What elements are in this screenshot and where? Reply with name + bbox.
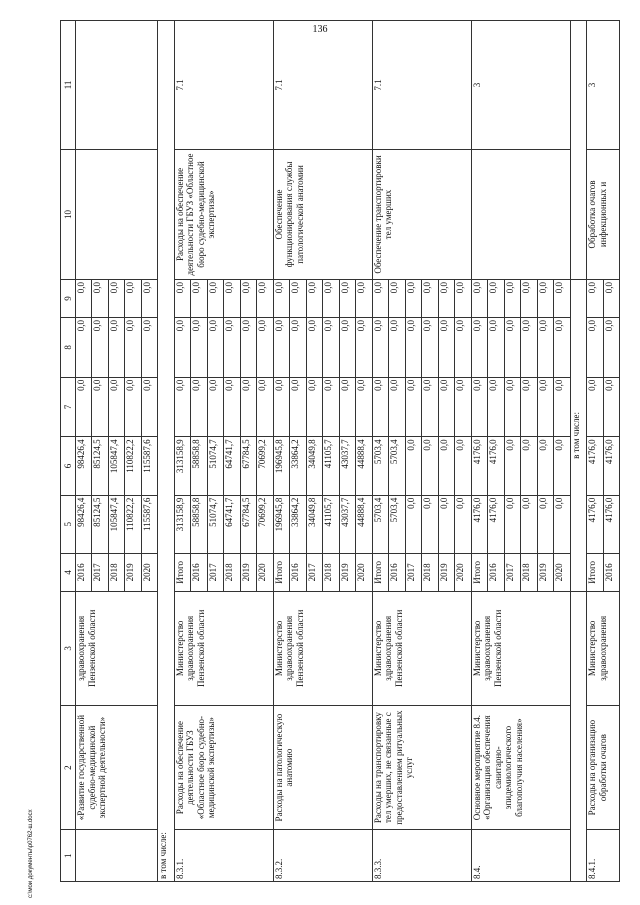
executor-cell: Министерство здравоохранения Пензенской области (372, 591, 471, 705)
year-cell: 2019 (438, 553, 454, 591)
amount-cell: 0,0 (339, 318, 355, 378)
amount-cell: 0,0 (554, 318, 570, 378)
table-row (471, 21, 487, 882)
year-cell: 2016 (603, 553, 620, 591)
amount-cell: 4176,0 (471, 495, 487, 553)
year-cell: 2018 (108, 553, 124, 591)
amount-cell: 4176,0 (488, 495, 504, 553)
executor-cell: Министерство здравоохранения Пензенской области (471, 591, 570, 705)
amount-cell: 0,0 (240, 377, 256, 437)
amount-cell: 0,0 (488, 377, 504, 437)
amount-cell: 313158,9 (174, 437, 190, 495)
amount-cell: 0,0 (273, 377, 289, 437)
year-cell: 2020 (455, 553, 471, 591)
year-cell: 2018 (224, 553, 240, 591)
amount-cell: 0,0 (339, 377, 355, 437)
amount-cell: 58858,8 (191, 495, 207, 553)
col-header: 6 (61, 437, 76, 495)
amount-cell: 0,0 (257, 280, 273, 318)
amount-cell: 0,0 (504, 318, 520, 378)
amount-cell: 0,0 (471, 318, 487, 378)
spacer-cell (570, 591, 586, 881)
amount-cell: 0,0 (405, 280, 421, 318)
amount-cell: 0,0 (471, 280, 487, 318)
amount-cell: 0,0 (240, 318, 256, 378)
amount-cell: 0,0 (504, 377, 520, 437)
header-row (61, 21, 76, 882)
amount-cell: 0,0 (389, 280, 405, 318)
amount-cell: 0,0 (273, 318, 289, 378)
row-number-cell: 8.3.2. (273, 830, 372, 882)
amount-cell: 0,0 (405, 437, 421, 495)
amount-cell: 105847,4 (108, 437, 124, 495)
year-cell: 2018 (323, 553, 339, 591)
amount-cell: 5703,4 (372, 495, 388, 553)
year-cell: 2017 (92, 553, 108, 591)
amount-cell: 34049,8 (306, 437, 322, 495)
amount-cell: 0,0 (108, 318, 124, 378)
amount-cell: 115587,6 (141, 495, 157, 553)
amount-cell: 0,0 (356, 280, 372, 318)
amount-cell: 0,0 (356, 318, 372, 378)
amount-cell: 0,0 (76, 318, 92, 378)
indicator-cell: 3 (471, 21, 570, 150)
col-header: 2 (61, 705, 76, 830)
amount-cell: 0,0 (405, 377, 421, 437)
amount-cell: 0,0 (389, 318, 405, 378)
amount-cell: 0,0 (92, 377, 108, 437)
indicator-cell (76, 21, 158, 150)
amount-cell: 0,0 (290, 280, 306, 318)
col-header: 7 (61, 377, 76, 437)
spacer-cell (570, 21, 586, 280)
sub-including-label: в том числе: (570, 280, 586, 592)
amount-cell: 0,0 (504, 437, 520, 495)
amount-cell: 5703,4 (372, 437, 388, 495)
footer-path-text: c:\мои документы\p0762-ш.docx (28, 809, 34, 898)
amount-cell: 43037,7 (339, 437, 355, 495)
amount-cell: 0,0 (504, 495, 520, 553)
amount-cell: 0,0 (356, 377, 372, 437)
executor-cell: Министерство здравоохранения Пензенской области (174, 591, 273, 705)
year-cell: 2017 (306, 553, 322, 591)
sub-including-row (570, 21, 586, 882)
amount-cell: 4176,0 (488, 437, 504, 495)
amount-cell: 110822,2 (125, 437, 141, 495)
table-row (76, 21, 92, 882)
amount-cell: 0,0 (191, 318, 207, 378)
amount-cell: 0,0 (471, 377, 487, 437)
indicator-cell: 7.1 (372, 21, 471, 150)
amount-cell: 0,0 (323, 377, 339, 437)
measure-name-cell: Расходы на обеспечение деятельности ГБУЗ «Областное бюро судебно-медицинской экспертизы» (174, 705, 273, 830)
amount-cell: 85124,5 (92, 437, 108, 495)
row-number-cell (76, 830, 158, 882)
amount-cell: 0,0 (438, 280, 454, 318)
amount-cell: 0,0 (174, 377, 190, 437)
amount-cell: 0,0 (76, 377, 92, 437)
amount-cell: 0,0 (125, 318, 141, 378)
amount-cell: 41105,7 (323, 495, 339, 553)
amount-cell: 0,0 (224, 377, 240, 437)
amount-cell: 0,0 (141, 377, 157, 437)
amount-cell: 0,0 (174, 280, 190, 318)
measure-name-cell: Расходы на организацию обработки очагов (587, 705, 620, 830)
col-header: 4 (61, 553, 76, 591)
amount-cell: 98426,4 (76, 437, 92, 495)
amount-cell: 0,0 (191, 280, 207, 318)
amount-cell: 0,0 (323, 280, 339, 318)
year-cell: 2019 (339, 553, 355, 591)
amount-cell: 51074,7 (207, 495, 223, 553)
amount-cell: 70699,2 (257, 437, 273, 495)
year-cell: 2020 (257, 553, 273, 591)
table-row (273, 21, 289, 882)
year-cell: 2016 (290, 553, 306, 591)
col-header: 8 (61, 318, 76, 378)
amount-cell: 0,0 (389, 377, 405, 437)
amount-cell: 0,0 (587, 318, 603, 378)
amount-cell: 4176,0 (603, 437, 620, 495)
result-cell (471, 149, 570, 279)
amount-cell: 98426,4 (76, 495, 92, 553)
amount-cell: 0,0 (174, 318, 190, 378)
amount-cell: 0,0 (521, 377, 537, 437)
year-cell: 2020 (356, 553, 372, 591)
amount-cell: 0,0 (603, 377, 620, 437)
amount-cell: 33864,2 (290, 495, 306, 553)
amount-cell: 0,0 (521, 437, 537, 495)
amount-cell: 43037,7 (339, 495, 355, 553)
measure-name-cell: Основное мероприятие 8.4. «Организация обеспечения санитарно-эпидемиологического благополучия населения» (471, 705, 570, 830)
footer-file-path (28, 809, 38, 900)
page-number: 136 (312, 24, 328, 35)
year-cell: 2020 (141, 553, 157, 591)
amount-cell: 0,0 (108, 377, 124, 437)
year-cell: 2016 (76, 553, 92, 591)
amount-cell: 51074,7 (207, 437, 223, 495)
result-cell: Обеспечение транспортировки тел умерших (372, 149, 471, 279)
amount-cell: 0,0 (521, 280, 537, 318)
year-cell: 2019 (125, 553, 141, 591)
amount-cell: 85124,5 (92, 495, 108, 553)
amount-cell: 0,0 (141, 280, 157, 318)
amount-cell: 0,0 (554, 280, 570, 318)
amount-cell: 196945,8 (273, 495, 289, 553)
including-label: в том числе: (158, 21, 174, 882)
row-number-cell: 8.4. (471, 830, 570, 882)
including-row (158, 21, 174, 882)
amount-cell: 0,0 (438, 495, 454, 553)
amount-cell: 44888,4 (356, 437, 372, 495)
amount-cell: 0,0 (207, 377, 223, 437)
row-number-cell: 8.3.3. (372, 830, 471, 882)
year-cell: 2018 (521, 553, 537, 591)
year-cell: 2016 (488, 553, 504, 591)
table-body (76, 21, 620, 882)
amount-cell: 4176,0 (587, 437, 603, 495)
year-cell: 2017 (207, 553, 223, 591)
amount-cell: 64741,7 (224, 437, 240, 495)
amount-cell: 0,0 (290, 318, 306, 378)
amount-cell: 0,0 (339, 280, 355, 318)
executor-cell: Министерство здравоохранения Пензенской области (273, 591, 372, 705)
amount-cell: 4176,0 (587, 495, 603, 553)
amount-cell: 0,0 (603, 280, 620, 318)
year-cell: 2020 (554, 553, 570, 591)
amount-cell: 0,0 (191, 377, 207, 437)
amount-cell: 110822,2 (125, 495, 141, 553)
year-cell: 2017 (405, 553, 421, 591)
result-cell: Обеспечение функционирования службы патологической анатомии (273, 149, 372, 279)
indicator-cell: 3 (587, 21, 620, 150)
amount-cell: 105847,4 (108, 495, 124, 553)
amount-cell: 0,0 (323, 318, 339, 378)
amount-cell: 0,0 (372, 377, 388, 437)
amount-cell: 0,0 (422, 495, 438, 553)
amount-cell: 0,0 (141, 318, 157, 378)
amount-cell: 0,0 (422, 280, 438, 318)
amount-cell: 0,0 (257, 377, 273, 437)
amount-cell: 0,0 (290, 377, 306, 437)
col-header: 10 (61, 149, 76, 279)
year-cell: Итого (174, 553, 190, 591)
year-cell: Итого (273, 553, 289, 591)
amount-cell: 0,0 (306, 377, 322, 437)
amount-cell: 67784,5 (240, 437, 256, 495)
amount-cell: 0,0 (587, 280, 603, 318)
amount-cell: 0,0 (273, 280, 289, 318)
amount-cell: 0,0 (455, 495, 471, 553)
result-cell (76, 149, 158, 279)
amount-cell: 0,0 (554, 437, 570, 495)
row-number-cell: 8.3.1. (174, 830, 273, 882)
amount-cell: 0,0 (488, 280, 504, 318)
amount-cell: 0,0 (224, 280, 240, 318)
amount-cell: 0,0 (92, 318, 108, 378)
measure-name-cell: Расходы на патологическую анатомию (273, 705, 372, 830)
amount-cell: 58858,8 (191, 437, 207, 495)
program-budget-table (60, 20, 620, 882)
amount-cell: 0,0 (76, 280, 92, 318)
amount-cell: 0,0 (537, 495, 553, 553)
year-cell: Итого (372, 553, 388, 591)
amount-cell: 196945,8 (273, 437, 289, 495)
amount-cell: 33864,2 (290, 437, 306, 495)
amount-cell: 0,0 (537, 318, 553, 378)
year-cell: Итого (587, 553, 603, 591)
col-header: 3 (61, 591, 76, 705)
amount-cell: 0,0 (108, 280, 124, 318)
amount-cell: 0,0 (438, 318, 454, 378)
amount-cell: 0,0 (554, 495, 570, 553)
indicator-cell: 7.1 (174, 21, 273, 150)
amount-cell: 5703,4 (389, 437, 405, 495)
amount-cell: 0,0 (422, 377, 438, 437)
amount-cell: 0,0 (306, 318, 322, 378)
amount-cell: 0,0 (603, 318, 620, 378)
row-number-cell: 8.4.1. (587, 830, 620, 882)
year-cell: 2016 (191, 553, 207, 591)
col-header: 9 (61, 280, 76, 318)
amount-cell: 0,0 (521, 495, 537, 553)
amount-cell: 0,0 (405, 495, 421, 553)
amount-cell: 115587,6 (141, 437, 157, 495)
result-cell: Расходы на обеспечение деятельности ГБУЗ «Областное бюро судебно-медицинской экспертизы» (174, 149, 273, 279)
amount-cell: 0,0 (240, 280, 256, 318)
table-row (587, 21, 603, 882)
year-cell: 2019 (240, 553, 256, 591)
measure-name-cell: Расходы на транспортировку тел умерших, не связанные с предоставлением ритуальных услуг (372, 705, 471, 830)
executor-cell: здравоохранения Пензенской области (76, 591, 158, 705)
amount-cell: 0,0 (438, 437, 454, 495)
year-cell: 2019 (537, 553, 553, 591)
amount-cell: 0,0 (372, 318, 388, 378)
amount-cell: 4176,0 (603, 495, 620, 553)
amount-cell: 70699,2 (257, 495, 273, 553)
amount-cell: 0,0 (405, 318, 421, 378)
amount-cell: 0,0 (488, 318, 504, 378)
amount-cell: 0,0 (224, 318, 240, 378)
amount-cell: 0,0 (455, 437, 471, 495)
table-row (174, 21, 190, 882)
amount-cell: 0,0 (455, 318, 471, 378)
measure-name-cell: «Развитие государственной судебно-медицинской экспертной деятельности» (76, 705, 158, 830)
amount-cell: 0,0 (422, 318, 438, 378)
amount-cell: 0,0 (257, 318, 273, 378)
amount-cell: 0,0 (504, 280, 520, 318)
amount-cell: 0,0 (438, 377, 454, 437)
amount-cell: 41105,7 (323, 437, 339, 495)
col-header: 1 (61, 830, 76, 882)
amount-cell: 64741,7 (224, 495, 240, 553)
amount-cell: 5703,4 (389, 495, 405, 553)
amount-cell: 0,0 (455, 377, 471, 437)
amount-cell: 67784,5 (240, 495, 256, 553)
amount-cell: 0,0 (537, 377, 553, 437)
table-row (372, 21, 388, 882)
amount-cell: 0,0 (92, 280, 108, 318)
col-header: 5 (61, 495, 76, 553)
amount-cell: 0,0 (521, 318, 537, 378)
amount-cell: 0,0 (537, 437, 553, 495)
col-header: 11 (61, 21, 76, 150)
amount-cell: 4176,0 (471, 437, 487, 495)
amount-cell: 0,0 (422, 437, 438, 495)
amount-cell: 0,0 (125, 377, 141, 437)
year-cell: 2016 (389, 553, 405, 591)
indicator-cell: 7.1 (273, 21, 372, 150)
amount-cell: 0,0 (372, 280, 388, 318)
amount-cell: 34049,8 (306, 495, 322, 553)
amount-cell: 0,0 (554, 377, 570, 437)
amount-cell: 0,0 (537, 280, 553, 318)
rotated-page-area (60, 20, 620, 882)
amount-cell: 0,0 (306, 280, 322, 318)
executor-cell: Министерство здравоохранения (587, 591, 620, 705)
amount-cell: 0,0 (125, 280, 141, 318)
year-cell: 2017 (504, 553, 520, 591)
amount-cell: 0,0 (207, 318, 223, 378)
amount-cell: 313158,9 (174, 495, 190, 553)
year-cell: 2018 (422, 553, 438, 591)
result-cell: Обработка очагов инфекционных и (587, 149, 620, 279)
amount-cell: 0,0 (455, 280, 471, 318)
amount-cell: 0,0 (587, 377, 603, 437)
amount-cell: 0,0 (207, 280, 223, 318)
year-cell: Итого (471, 553, 487, 591)
amount-cell: 44888,4 (356, 495, 372, 553)
